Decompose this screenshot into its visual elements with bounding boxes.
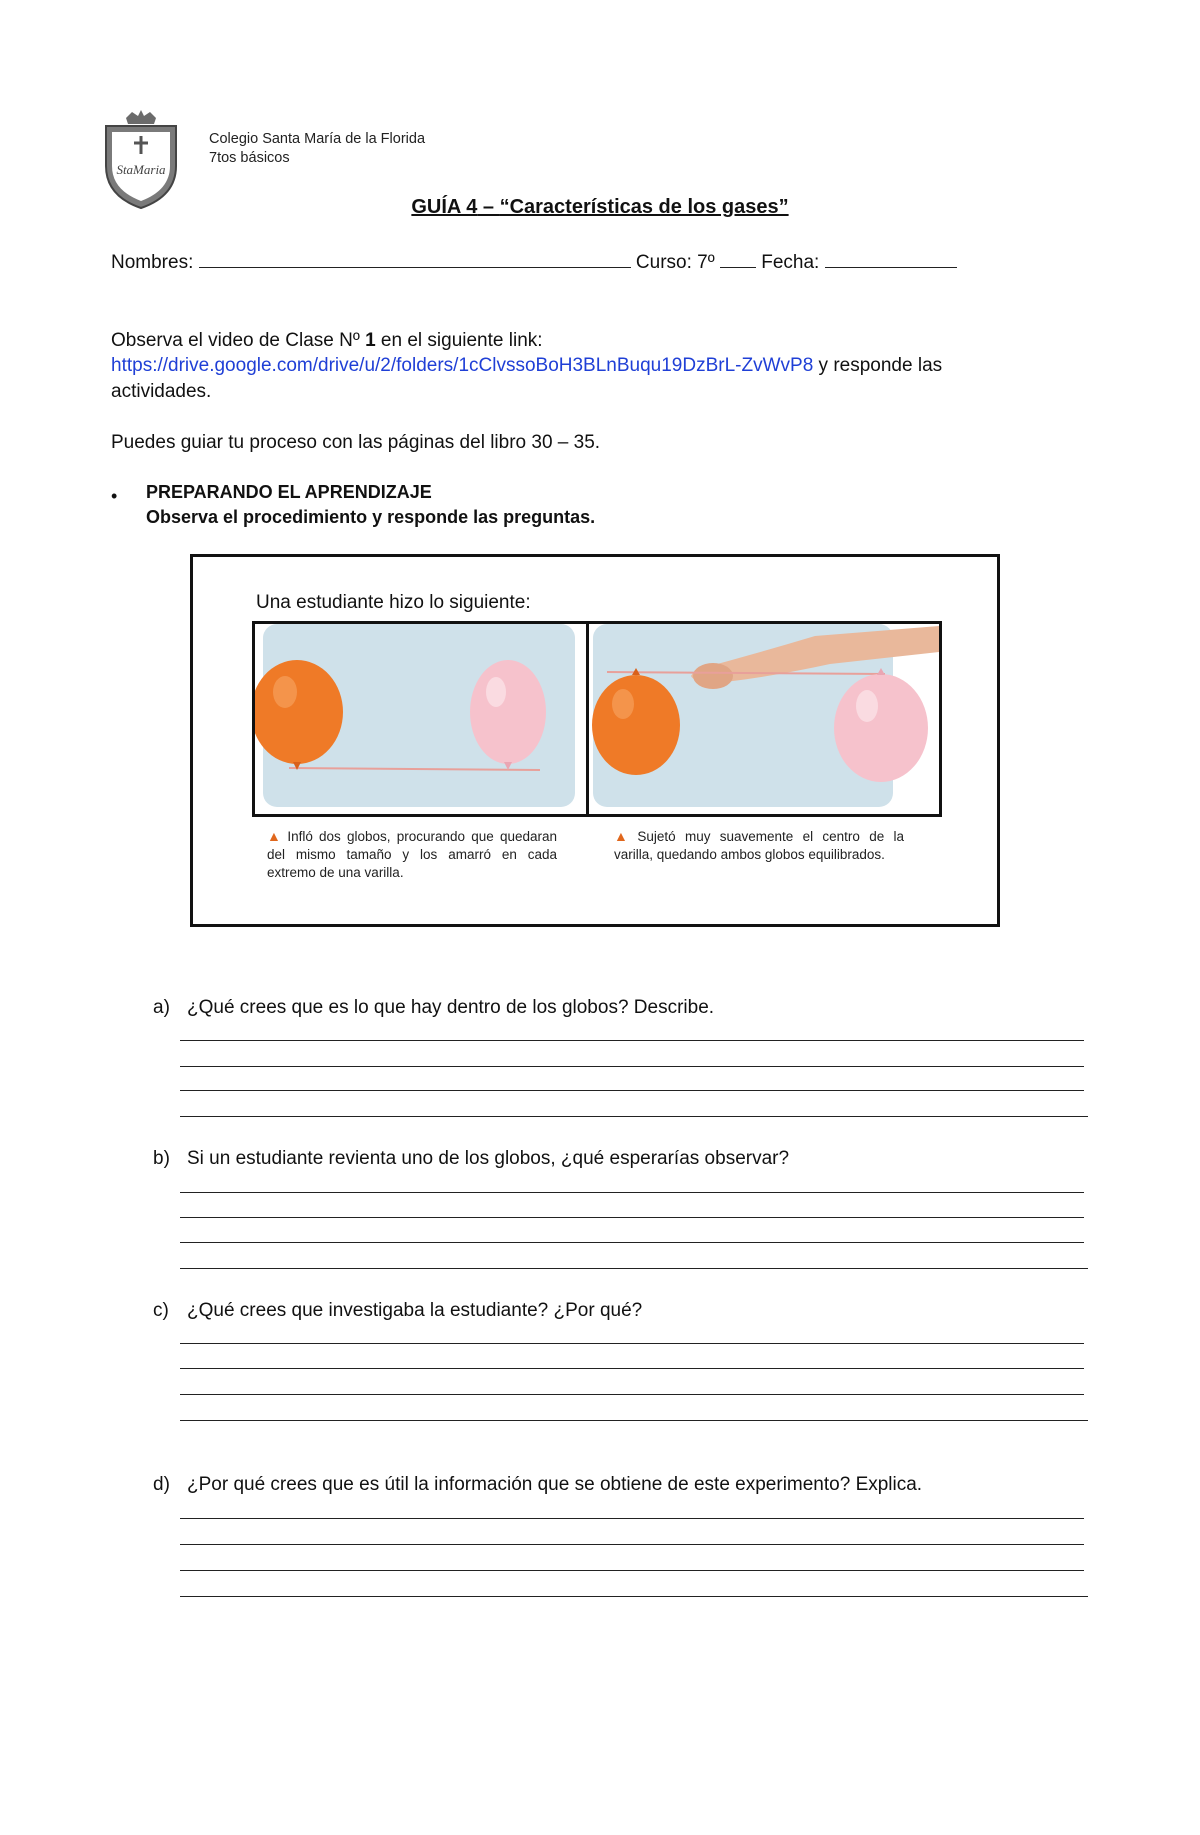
experiment-figure — [190, 554, 1000, 927]
answer-line[interactable] — [180, 1116, 1088, 1117]
school-info — [209, 130, 425, 168]
link-suffix: y responde las — [813, 355, 943, 376]
answer-line[interactable] — [180, 1192, 1084, 1193]
names-label: Nombres: — [111, 252, 194, 273]
question-text: ¿Qué crees que investigaba la estudiante? ¿Por qué? — [187, 1300, 643, 1321]
answer-line[interactable] — [180, 1066, 1084, 1067]
answer-line[interactable] — [180, 1368, 1084, 1369]
title-dash: – — [477, 196, 500, 218]
answer-line[interactable] — [180, 1596, 1088, 1597]
date-label: Fecha: — [761, 252, 820, 273]
question-text: Si un estudiante revienta uno de los globos, ¿qué esperarías observar? — [187, 1148, 790, 1169]
answer-line[interactable] — [180, 1518, 1084, 1519]
names-blank[interactable] — [199, 249, 631, 268]
course-label: Curso: 7º — [635, 252, 715, 273]
intro-class-number: 1 — [359, 330, 376, 351]
question-c — [153, 1299, 642, 1323]
triangle-marker-icon: ▲ — [614, 828, 634, 844]
grade-label: 7tos básicos — [209, 150, 290, 166]
photo-balanced-rod — [592, 624, 939, 807]
triangle-marker-icon: ▲ — [267, 828, 284, 844]
experiment-photos — [252, 621, 942, 817]
intro-suffix: en el siguiente link: — [375, 330, 543, 351]
answer-line[interactable] — [180, 1268, 1088, 1269]
question-d — [153, 1473, 922, 1497]
caption-right-text: Sujetó muy suavemente el centro de la varilla, quedando ambos globos equilibrados. — [614, 829, 905, 862]
school-logo — [96, 110, 186, 210]
student-fields — [111, 249, 957, 276]
date-blank[interactable] — [825, 249, 957, 268]
course-blank[interactable] — [720, 249, 756, 268]
question-text: ¿Por qué crees que es útil la información que se obtiene de este experimento? Explica. — [187, 1474, 923, 1495]
book-pages-note: Puedes guiar tu proceso con las páginas del libro 30 – 35. — [111, 432, 601, 453]
answer-line[interactable] — [180, 1570, 1084, 1571]
question-text: ¿Qué crees que es lo que hay dentro de los globos? Describe. — [187, 997, 715, 1018]
caption-right — [614, 827, 904, 864]
answer-line[interactable] — [180, 1544, 1084, 1545]
question-a — [153, 996, 714, 1020]
answer-line[interactable] — [180, 1090, 1084, 1091]
intro-prefix: Observa el video de Clase N — [111, 330, 353, 351]
logo-label: StaMaria — [116, 162, 166, 177]
photo-divider — [586, 624, 589, 814]
video-instruction — [111, 328, 543, 354]
question-b — [153, 1147, 789, 1171]
question-letter: b) — [153, 1148, 170, 1169]
title-topic: “Características de los gases” — [499, 196, 789, 218]
figure-lead: Una estudiante hizo lo siguiente: — [256, 592, 531, 613]
caption-left — [267, 827, 557, 882]
instruction-continuation: actividades. — [111, 381, 212, 402]
answer-line[interactable] — [180, 1420, 1088, 1421]
page-title — [0, 196, 1200, 219]
answer-line[interactable] — [180, 1394, 1084, 1395]
caption-left-text: Infló dos globos, procurando que quedaran del mismo tamaño y los amarró en cada extremo de una varilla. — [267, 829, 557, 880]
question-letter: d) — [153, 1474, 170, 1495]
answer-line[interactable] — [180, 1343, 1084, 1344]
answer-line[interactable] — [180, 1217, 1084, 1218]
section-subheading: Observa el procedimiento y responde las preguntas. — [146, 507, 596, 527]
link-line — [111, 353, 942, 379]
photo-inflated-balloons — [255, 624, 575, 807]
intro-symbol: º — [352, 330, 360, 351]
section-bullet: • — [111, 486, 118, 506]
answer-line[interactable] — [180, 1040, 1084, 1041]
answer-line[interactable] — [180, 1242, 1084, 1243]
section-heading: PREPARANDO EL APRENDIZAJE — [146, 482, 432, 502]
title-guide-number: GUÍA 4 — [411, 196, 478, 218]
question-letter: a) — [153, 997, 170, 1018]
drive-link[interactable]: https://drive.google.com/drive/u/2/folders/1cClvssoBoH3BLnBuqu19DzBrL-ZvWvP8 — [111, 355, 814, 376]
question-letter: c) — [153, 1300, 169, 1321]
school-name: Colegio Santa María de la Florida — [209, 131, 426, 147]
